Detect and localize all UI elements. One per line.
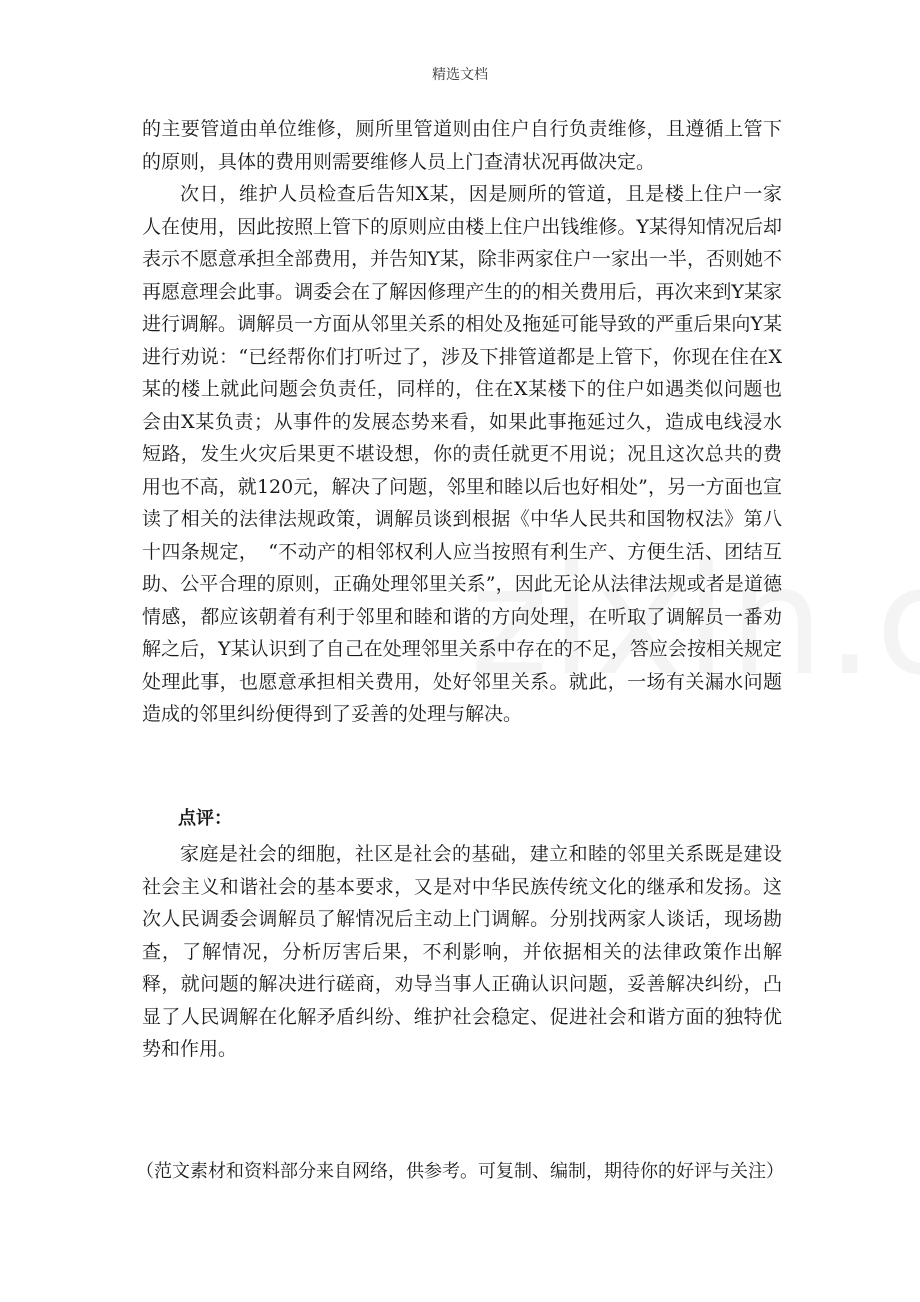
main-body <box>142 113 782 731</box>
page-footer: （范文素材和资料部分来自网络，供参考。可复制、编制，期待你的好评与关注） <box>136 1161 784 1182</box>
paragraph-continued: 的主要管道由单位维修，厕所里管道则由住户自行负责维修，且遵循上管下的原则，具体的费用则需要维修人员上门查清状况再做决定。 <box>142 118 782 173</box>
paragraph-mediation: 次日，维护人员检查后告知X某，因是厕所的管道，且是楼上住户一家人在使用，因此按照上管下的原则应由楼上住户出钱维修。Y某得知情况后却表示不愿意承担全部费用，并告知Y某，除非两家住户一家出一半，否则她不再愿意理会此事。调委会在了解因修理产生的的相关费用后，再次来到Y某家进行调解。调解员一方面从邻里关系的相处及拖延可能导致的严重后果向Y某进行劝说：“已经帮你们打听过了，涉及下排管道都是上管下，你现在住在X某的楼上就此问题会负责任，同样的，住在X某楼下的住户如遇类似问题也会由X某负责；从事件的发展态势来看，如果此事拖延过久，造成电线浸水短路，发生火灾后果更不堪设想，你的责任就更不用说；况且这次总共的费用也不高，就120元，解决了问题，邻里和睦以后也好相处”，另一方面也宣读了相关的法律法规政策，调解员谈到根据《中华人民共和国物权法》第八十四条规定， “不动产的相邻权利人应当按照有利生产、方便生活、团结互助、公平合理的原则，正确处理邻里关系”，因此无论从法律法规或者是道德情感，都应该朝着有利于邻里和睦和谐的方向处理，在听取了调解员一番劝解之后，Y某认识到了自己在处理邻里关系中存在的不足，答应会按相关规定处理此事，也愿意承担相关费用，处好邻里关系。就此，一场有关漏水问题造成的邻里纠纷便得到了妥善的处理与解决。 <box>142 183 782 725</box>
review-paragraph: 家庭是社会的细胞，社区是社会的基础，建立和睦的邻里关系既是建设社会主义和谐社会的基本要求，又是对中华民族传统文化的继承和发扬。这次人民调委会调解员了解情况后主动上门调解。分别找两家人谈话，现场勘查，了解情况，分析厉害后果，不利影响，并依据相关的法律政策作出解释，就问题的解决进行磋商，劝导当事人正确认识问题，妥善解决纠纷，凸显了人民调解在化解矛盾纠纷、维护社会稳定、促进社会和谐方面的独特优势和作用。 <box>142 843 782 1060</box>
review-heading: 点评： <box>178 808 232 829</box>
page-header: 精选文档 <box>432 67 488 83</box>
review-body <box>142 838 782 1066</box>
